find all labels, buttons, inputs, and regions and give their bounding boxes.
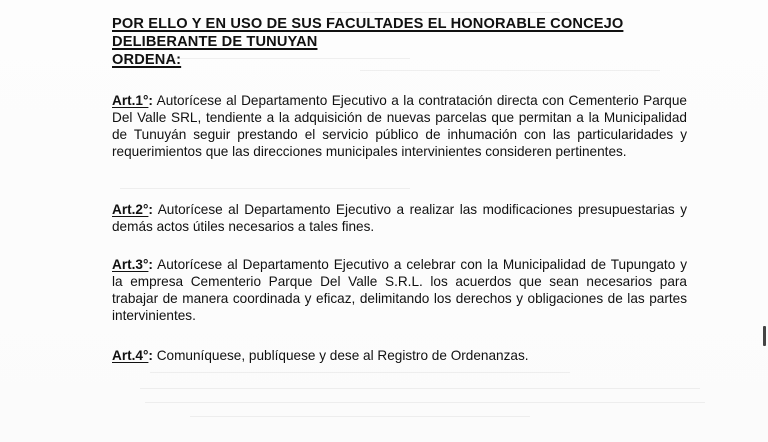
ordinance-heading [112,15,712,69]
article-3-text: Autorícese al Departamento Ejecutivo a celebrar con la Municipalidad de Tupungato y la empresa Cementerio Parque Del Valle S.R.L. los acuerdos que sean necesarios para trabajar de manera coordinada y eficaz, delimitando los derechos y obligaciones de las partes intervinientes. [112,257,688,323]
article-2-text: Autorícese al Departamento Ejecutivo a realizar las modificaciones presupuestarias y demás actos útiles necesarios a tales fines. [112,202,687,234]
article-4-text: Comuníquese, publíquese y dese al Registro de Ordenanzas. [156,348,529,363]
heading-line-3: ORDENA: [112,52,182,68]
bleed-through-line [330,12,560,13]
article-2: Art.2°: Autorícese al Departamento Ejecutivo a realizar las modificaciones presupuestarias y demás actos útiles necesarios a tales fines. [112,202,687,234]
bleed-through-line [120,188,410,189]
bleed-through-line [360,70,660,71]
article-3: Art.3°: Autorícese al Departamento Ejecutivo a celebrar con la Municipalidad de Tupungato y la empresa Cementerio Parque Del Valle S.R.L. los acuerdos que sean necesarios para trabajar de manera coordinada y eficaz, delimitando los derechos y obligaciones de las partes intervinientes. [112,257,688,323]
article-3-label: Art.3° [112,257,149,272]
article-2-label: Art.2° [112,202,149,217]
article-4-label: Art.4° [112,348,149,363]
heading-line-1: POR ELLO Y EN USO DE SUS FACULTADES EL HONORABLE CONCEJO [112,16,624,32]
heading-line-2: DELIBERANTE DE TUNUYAN [112,34,318,50]
bleed-through-line [140,388,700,389]
article-1-text: Autorícese al Departamento Ejecutivo a la contratación directa con Cementerio Parque Del Valle SRL, tendiente a la adquisición de nuevas parcelas que permitan a la Municipalidad de Tunuyán seguir prestando el servicio público de inhumación con las particularidades y requerimientos que las direcciones municipales intervinientes consideren pertinentes. [112,93,687,159]
bleed-through-line [190,416,530,417]
article-1: Art.1°: Autorícese al Departamento Ejecutivo a la contratación directa con Cementerio Parque Del Valle SRL, tendiente a la adquisición de nuevas parcelas que permitan a la Municipalidad de Tunuyán seguir prestando el servicio público de inhumación con las particularidades y requerimientos que las direcciones municipales intervinientes consideren pertinentes. [112,93,687,159]
article-1-label: Art.1° [112,93,149,108]
bleed-through-line [150,372,570,373]
scan-edge-mark [763,326,766,346]
bleed-through-line [145,402,705,403]
article-4: Art.4°: Comuníquese, publíquese y dese al Registro de Ordenanzas. [112,348,529,363]
